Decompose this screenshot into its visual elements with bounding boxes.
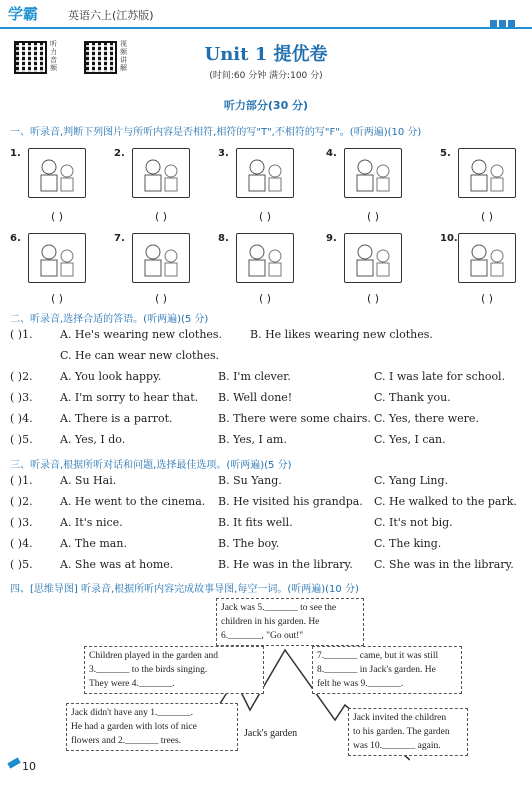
option-b: B. He visited his grandpa.	[218, 495, 363, 508]
answer-blank[interactable]: ( )	[50, 210, 64, 223]
garden-icon	[28, 233, 86, 283]
story-box-ending: Jack invited the children to his garden. The garden was 10._______ again.	[348, 708, 468, 756]
option-c: C. I was late for school.	[374, 370, 506, 383]
answer-blank[interactable]: ( )1.	[10, 474, 33, 487]
option-c: C. The king.	[374, 537, 442, 550]
queen-mirror-icon	[236, 148, 294, 198]
bird-icon	[458, 148, 516, 198]
option-b: B. I'm clever.	[218, 370, 291, 383]
picture-number: 4.	[326, 148, 337, 159]
option-b: B. It fits well.	[218, 516, 293, 529]
option-b: B. He likes wearing new clothes.	[250, 328, 433, 341]
face-icon	[132, 148, 190, 198]
answer-blank[interactable]: ( )4.	[10, 537, 33, 550]
option-a: A. The man.	[60, 537, 127, 550]
option-a: A. He's wearing new clothes.	[60, 328, 223, 341]
bus-icon	[344, 148, 402, 198]
story-center-label: Jack's garden	[244, 728, 298, 739]
skater-icon	[236, 233, 294, 283]
section-3-heading: 三、听录音,根据所听对话和问题,选择最佳选项。(听两遍)(5 分)	[10, 460, 292, 471]
option-a: A. I'm sorry to hear that.	[60, 391, 199, 404]
answer-blank[interactable]: ( )	[258, 210, 272, 223]
answer-blank[interactable]: ( )	[258, 292, 272, 305]
picture-number: 8.	[218, 233, 229, 244]
animals-icon	[132, 233, 190, 283]
answer-blank[interactable]: ( )	[366, 292, 380, 305]
part-heading: 听力部分(30 分)	[223, 99, 309, 112]
book-title: 英语六上(江苏版)	[68, 9, 154, 22]
picture-number: 10.	[440, 233, 458, 244]
family-scene-icon	[28, 148, 86, 198]
shopping-icon	[344, 233, 402, 283]
option-a: A. Yes, I do.	[60, 433, 126, 446]
section-2-heading: 二、听录音,选择合适的答语。(听两遍)(5 分)	[10, 314, 209, 325]
picture-number: 9.	[326, 233, 337, 244]
answer-blank[interactable]: ( )3.	[10, 516, 33, 529]
option-a: A. Su Hai.	[60, 474, 117, 487]
option-c: C. Yes, I can.	[374, 433, 446, 446]
picture-number: 5.	[440, 148, 451, 159]
option-c: C. He walked to the park.	[374, 495, 517, 508]
option-c: C. Yang Ling.	[374, 474, 449, 487]
qr-label-audio: 听力音频	[50, 40, 57, 72]
pencil-icon	[7, 757, 20, 768]
option-a: A. He went to the cinema.	[60, 495, 206, 508]
picture-number: 3.	[218, 148, 229, 159]
page-number: 10	[22, 760, 36, 773]
option-a: A. She was at home.	[60, 558, 174, 571]
qr-label-video: 视频讲解	[120, 40, 127, 72]
option-b: B. Yes, I am.	[218, 433, 287, 446]
answer-blank[interactable]: ( )2.	[10, 370, 33, 383]
brand-logo: 学霸	[8, 5, 39, 23]
option-c: C. Yes, there were.	[374, 412, 479, 425]
picture-number: 2.	[114, 148, 125, 159]
section-4-heading: 四、[思维导图] 听录音,根据所听内容完成故事导图,每空一词。(听两遍)(10 分)	[10, 584, 359, 595]
answer-blank[interactable]: ( )	[154, 210, 168, 223]
option-b: B. Su Yang.	[218, 474, 282, 487]
option-a: A. There is a parrot.	[60, 412, 173, 425]
answer-blank[interactable]: ( )	[480, 210, 494, 223]
answer-blank[interactable]: ( )4.	[10, 412, 33, 425]
picture-number: 6.	[10, 233, 21, 244]
story-box-rising: Children played in the garden and 3._______ to the birds singing. They were 4._______.	[84, 646, 264, 694]
answer-blank[interactable]: ( )3.	[10, 391, 33, 404]
option-a: A. You look happy.	[60, 370, 162, 383]
answer-blank[interactable]: ( )	[480, 292, 494, 305]
header-decoration	[488, 12, 518, 20]
story-box-beginning: Jack didn't have any 1._______. He had a garden with lots of nice flowers and 2._______ trees.	[66, 703, 238, 751]
answer-blank[interactable]: ( )5.	[10, 558, 33, 571]
exam-info: (时间:60 分钟 满分:100 分)	[209, 71, 323, 81]
story-box-falling: 7._______ came, but it was still 8._______ in Jack's garden. He felt he was 9._______.	[312, 646, 462, 694]
option-c: C. She was in the library.	[374, 558, 514, 571]
page-title: Unit 1 提优卷	[204, 44, 328, 65]
option-c: C. It's not big.	[374, 516, 453, 529]
section-1-heading: 一、听录音,判断下列图片与所听内容是否相符,相符的写"T",不相符的写"F"。(听两遍)(10 分)	[10, 127, 422, 138]
answer-blank[interactable]: ( )	[154, 292, 168, 305]
answer-blank[interactable]: ( )2.	[10, 495, 33, 508]
answer-blank[interactable]: ( )5.	[10, 433, 33, 446]
option-b: B. He was in the library.	[218, 558, 353, 571]
picture-number: 7.	[114, 233, 125, 244]
answer-blank[interactable]: ( )1.	[10, 328, 33, 341]
answer-blank[interactable]: ( )	[366, 210, 380, 223]
header-rule	[0, 27, 532, 29]
option-b: B. The boy.	[218, 537, 280, 550]
shop-icon	[458, 233, 516, 283]
picture-number: 1.	[10, 148, 21, 159]
option-b: B. There were some chairs.	[218, 412, 371, 425]
option-a: A. It's nice.	[60, 516, 123, 529]
option-c: C. Thank you.	[374, 391, 451, 404]
story-box-climax: Jack was 5._______ to see the children in his garden. He 6._______, "Go out!"	[216, 598, 364, 646]
option-b: B. Well done!	[218, 391, 293, 404]
answer-blank[interactable]: ( )	[50, 292, 64, 305]
option-c: C. He can wear new clothes.	[60, 349, 220, 362]
